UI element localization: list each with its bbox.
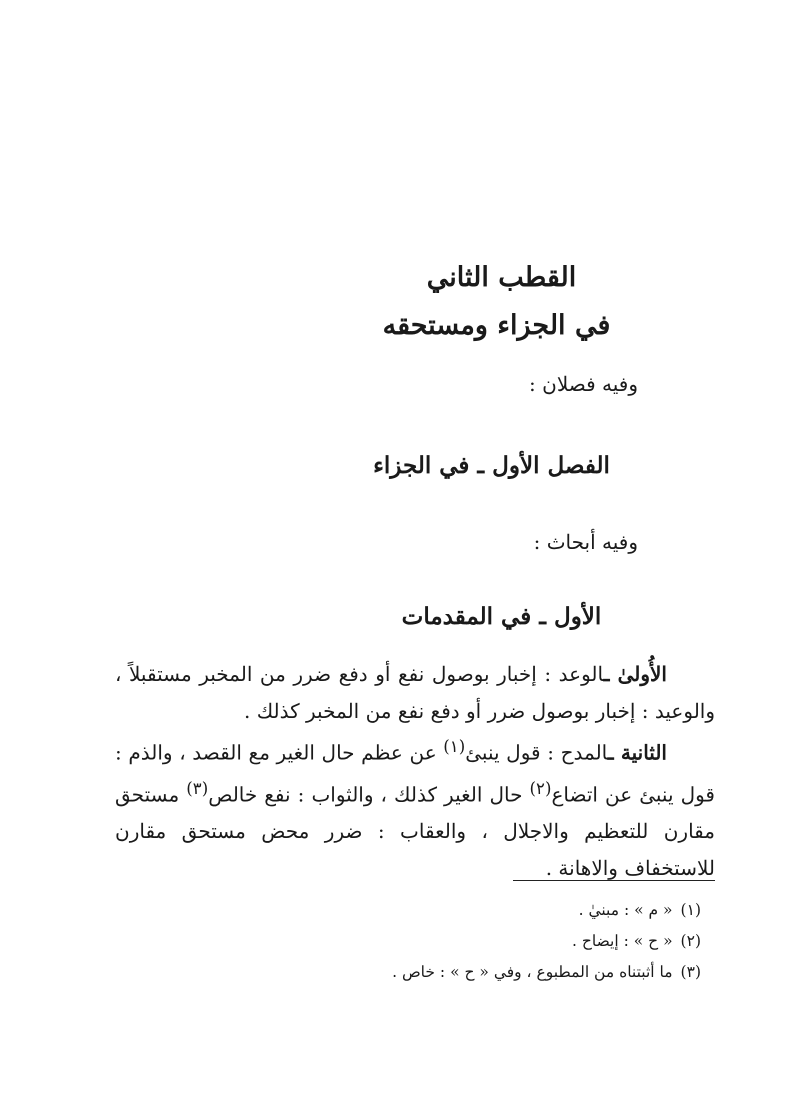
- section-title: الأول ـ في المقدمات: [401, 603, 602, 630]
- paragraph-2-text-c: حال الغير كذلك ، والثواب : نفع خالص: [208, 782, 530, 807]
- footnote-1-text: « م » : مبنيٰ .: [578, 901, 673, 919]
- footnote-2-text: « ح » : إيضاح .: [572, 932, 673, 950]
- paragraph-2-text-a: المدح : قول ينبئ: [465, 740, 608, 765]
- part-subtitle: في الجزاء ومستحقه: [382, 310, 611, 341]
- chapter-intro: وفيه أبحاث :: [533, 530, 638, 554]
- paragraph-2-text-d: مستحق مقارن للتعظيم والاجلال ، والعقاب : ضرر محض مستحق مقارن للاستخفاف والاهانة .: [115, 782, 715, 880]
- footnote-divider: [513, 880, 715, 881]
- footnote-ref-1: (١): [443, 737, 466, 756]
- paragraph-1-text: الوعد : إخبار بوصول نفع أو دفع ضرر من المخبر مستقبلاً ، والوعيد : إخبار بوصول ضرر أو دفع نفع من المخبر كذلك .: [115, 662, 715, 723]
- footnote-2-number: (٢): [680, 932, 701, 950]
- paragraph-2-term: الثانية ـ: [607, 740, 667, 765]
- footnote-1-number: (١): [680, 901, 701, 919]
- paragraph-1-term: الأُولىٰ ـ: [603, 662, 667, 686]
- footnote-ref-2: (٢): [529, 779, 552, 799]
- paragraph-2: [115, 729, 715, 886]
- part-title: القطب الثاني: [426, 262, 577, 293]
- footnote-1: [392, 895, 701, 926]
- body-text: [115, 656, 715, 886]
- chapter-title: الفصل الأول ـ في الجزاء: [373, 452, 610, 479]
- paragraph-1: [115, 656, 715, 729]
- part-intro: وفيه فصلان :: [529, 372, 638, 396]
- footnote-3: [392, 957, 701, 988]
- paragraph-2-text-b: عن عظم حال الغير مع القصد ، والذم : قول ينبئ عن اتضاع: [115, 740, 715, 807]
- footnote-3-text: ما أثبتناه من المطبوع ، وفي « ح » : خاص .: [392, 963, 673, 981]
- footnote-2: [392, 926, 701, 957]
- footnote-3-number: (٣): [680, 963, 701, 981]
- footnote-ref-3: (٣): [186, 779, 209, 799]
- footnotes: [392, 895, 701, 988]
